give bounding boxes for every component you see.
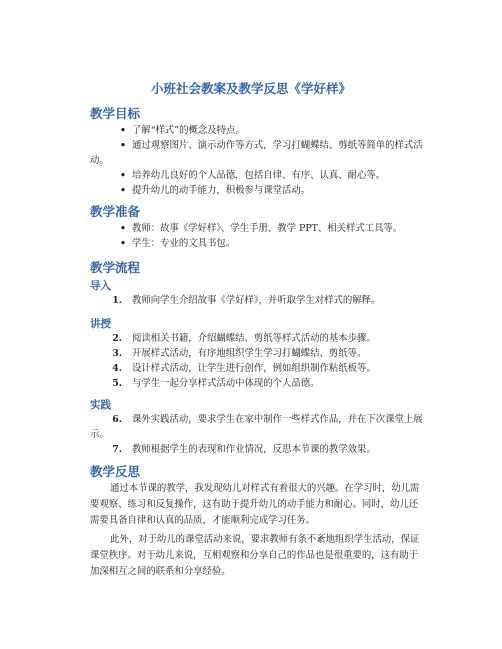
- bullet-icon: •: [120, 140, 126, 151]
- heading-process: 教学流程: [90, 260, 141, 275]
- bullet-icon: •: [120, 125, 126, 136]
- subheading-teach: 讲授: [90, 318, 111, 330]
- list-item: 2. 阅读相关书籍，介绍蝴蝶结、剪纸等样式活动的基本步骤。: [112, 333, 376, 344]
- bullet-icon: •: [120, 170, 126, 181]
- paragraph: 通过本节课的教学，我发现幼儿对样式有着很大的兴趣。在学习时，幼儿需要观察、练习和反复操作，这有助于提升幼儿的动手能力和耐心。同时，幼儿还需要具备自律和认真的品质，才能顺利完成学习任务。: [90, 483, 420, 526]
- list-item: • 通过观察图片、演示动作等方式，学习打蝴蝶结、剪纸等简单的样式活动。: [90, 140, 423, 166]
- list-item: • 教师：故事《学好样》、学生手册、教学 PPT、相关样式工具等。: [90, 221, 422, 236]
- bullet-icon: •: [120, 185, 126, 196]
- heading-prep: 教学准备: [90, 204, 141, 219]
- bullet-icon: •: [120, 223, 126, 234]
- heading-reflection: 教学反思: [90, 464, 141, 479]
- list-item: 3. 开展样式活动，有序地组织学生学习打蝴蝶结、剪纸等。: [112, 348, 367, 359]
- list-item: • 提升幼儿的动手能力，积极参与课堂活动。: [90, 183, 422, 198]
- list-item: • 了解“样式”的概念及特点。: [90, 123, 422, 138]
- document-title: 小班社会教案及教学反思《学好样》: [150, 81, 351, 96]
- list-item: 5. 与学生一起分享样式活动中体现的个人品德。: [112, 378, 320, 389]
- list-item: 7. 教师根据学生的表现和作业情况，反思本节课的教学效果。: [112, 444, 376, 455]
- bullet-icon: •: [120, 238, 126, 249]
- list-item: 6. 课外实践活动，要求学生在家中制作一些样式作品，并在下次课堂上展示。: [90, 414, 423, 440]
- heading-goals: 教学目标: [90, 106, 141, 121]
- subheading-intro: 导入: [90, 280, 111, 292]
- list-item: 4. 设计样式活动，让学生进行创作，例如组织制作粘纸板等。: [112, 363, 376, 374]
- paragraph: 此外，对于幼儿的课堂活动来说，要求教师有条不紊地组织学生活动，保证课堂秩序。对于幼儿来说，互相观察和分享自己的作品也是很重要的，这有助于加深相互之间的联系和分享经验。: [90, 534, 420, 577]
- list-item: • 学生：专业的文具书包。: [90, 236, 422, 251]
- list-item: 1. 教师向学生介绍故事《学好样》，并听取学生对样式的解释。: [112, 295, 381, 306]
- subheading-practice: 实践: [90, 399, 111, 411]
- list-item: • 培养幼儿良好的个人品德，包括自律、有序、认真、耐心等。: [90, 168, 422, 183]
